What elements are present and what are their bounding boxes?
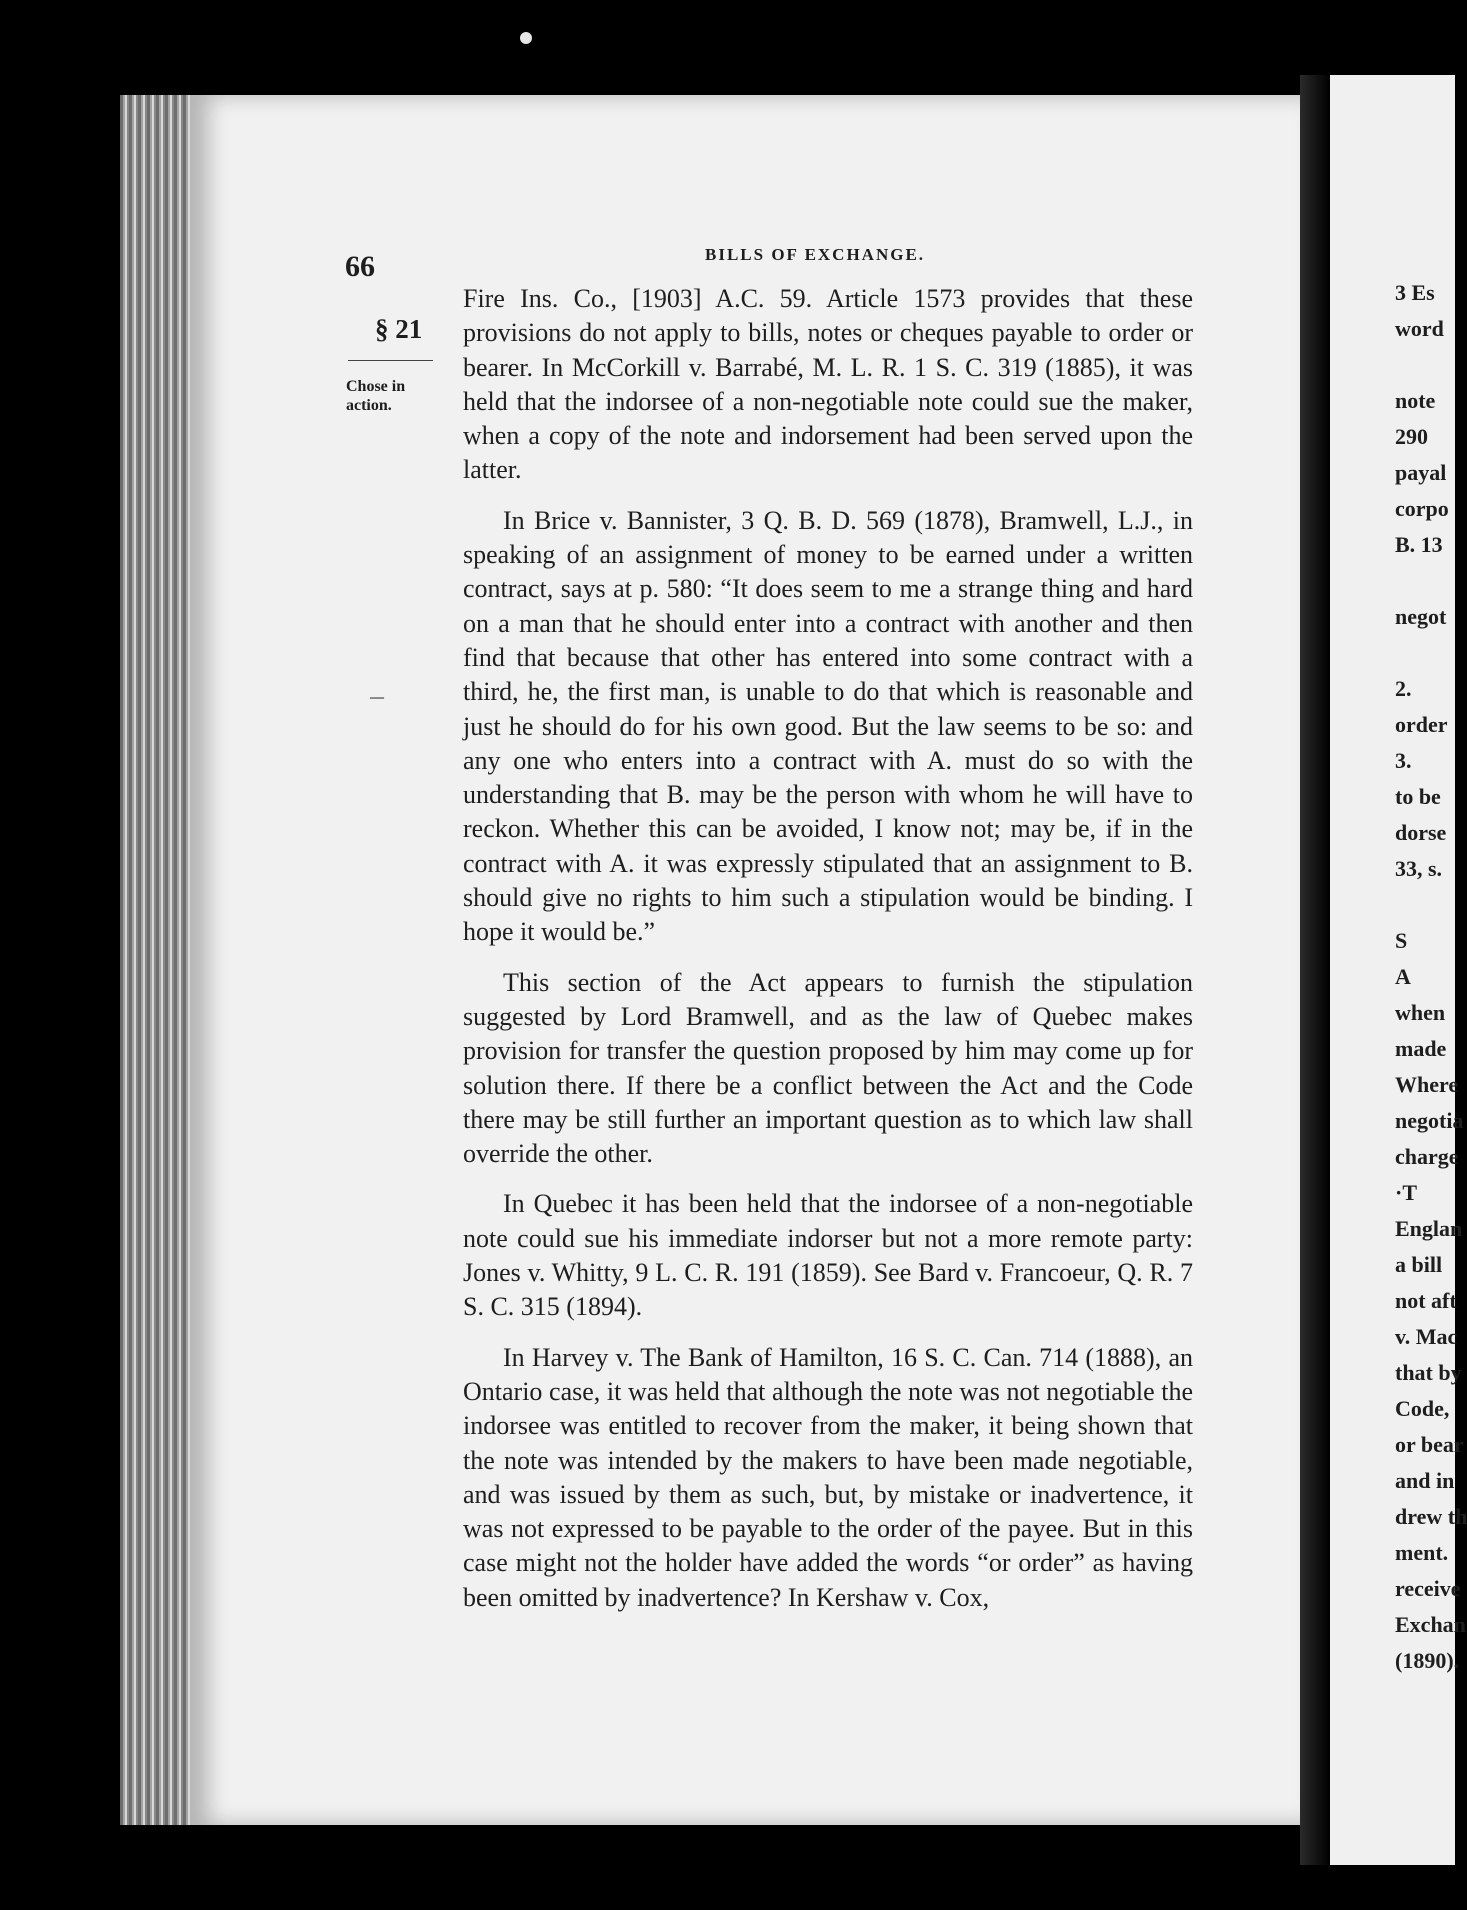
right-page-line: Englan — [1395, 1216, 1463, 1241]
right-page-line: dorse — [1395, 820, 1447, 845]
side-note: Chose in action. — [346, 378, 406, 414]
right-page-line: Where — [1395, 1072, 1459, 1097]
right-page-line — [1395, 635, 1455, 671]
right-page-line: 3 Es — [1395, 280, 1435, 305]
right-page-line: 290 — [1395, 424, 1428, 449]
section-mark: § 21 — [375, 314, 423, 344]
running-head: BILLS OF EXCHANGE. — [705, 245, 926, 264]
right-page-line: 33, s. — [1395, 856, 1443, 881]
right-page-line: order — [1395, 712, 1448, 737]
right-page-line: not aft — [1395, 1288, 1457, 1313]
right-page-line: Code, — [1395, 1396, 1450, 1421]
right-page-line: ment. — [1395, 1540, 1449, 1565]
right-page-line: (1890). — [1395, 1648, 1460, 1673]
right-page-line: charge — [1395, 1144, 1459, 1169]
right-page-line: v. Mac — [1395, 1324, 1458, 1349]
right-page-line: payal — [1395, 460, 1447, 485]
right-page-line: corpo — [1395, 496, 1449, 521]
right-page-line: a bill — [1395, 1252, 1443, 1277]
right-page-line: receive — [1395, 1576, 1461, 1601]
right-page-line: 2. — [1395, 676, 1412, 701]
right-page-line: B. 13 — [1395, 532, 1443, 557]
scan-speck — [520, 32, 532, 44]
right-page-line: made — [1395, 1036, 1447, 1061]
paragraph: Fire Ins. Co., [1903] A.C. 59. Article 1573 provides that these provisions do not apply to bills, notes or cheques payable to order or bearer. In McCorkill v. Barrabé, M. L. R. 1 S. C. 319 (1885), it was held that the indorsee of a non-negotiable note could sue the maker, when a copy of the note and indorsement had been served upon the latter. — [463, 284, 1193, 485]
paragraph: In Brice v. Bannister, 3 Q. B. D. 569 (1878), Bramwell, L.J., in speaking of an assignment of money to be earned under a written contract, says at p. 580: “It does seem to me a strange thing and hard on a man that he should enter into a contract with another and then find that because that other has entered into some contract with a third, he, the first man, is unable to do that which is reasonable and just he should do for his own good. But the law seems to be so: and any one who enters into a contract with A. must do so with the understanding that B. may be the person with whom he will have to reckon. Whether this can be avoided, I know not; may be, if in the contract with A. it was expressly stipulated that an assignment to B. should give no rights to him such a stipulation would be binding. I hope it would be.” — [463, 505, 1193, 947]
paragraph: In Harvey v. The Bank of Hamilton, 16 S. C. Can. 714 (1888), an Ontario case, it was held that although the note was not negotiable the indorsee was entitled to recover from the maker, it being shown that the note was intended by the makers to have been made negotiable, and was issued by them as such, but, by mistake or inadvertence, it was not expressed to be payable to the order of the payee. But in this case might not the holder have added the words “or order” as having been omitted by inadvertence? In Kershaw v. Cox, — [463, 1342, 1193, 1612]
right-page-line: and in — [1395, 1468, 1455, 1493]
right-page-line: Exchan — [1395, 1612, 1466, 1637]
right-page-line — [1395, 563, 1455, 599]
page-edges — [120, 95, 195, 1825]
right-page-line: 3. — [1395, 748, 1412, 773]
paragraph: This section of the Act appears to furnish the stipulation suggested by Lord Bramwell, and as the law of Quebec makes provision for transfer the question proposed by him may come up for solution there. If there be a conflict between the Act and the Code there may be still further an important question as to which law shall override the other. — [463, 967, 1193, 1169]
right-page-line: A — [1395, 964, 1411, 989]
right-page-line: S — [1395, 928, 1408, 953]
body-text — [463, 282, 1193, 1615]
right-page-line: negotia — [1395, 1108, 1464, 1133]
right-page-text — [1395, 275, 1467, 1679]
book-gutter — [1300, 75, 1330, 1865]
right-page-line — [1395, 347, 1455, 383]
right-page-line: or bear — [1395, 1432, 1464, 1457]
side-note-rule — [348, 360, 433, 361]
page-number: 66 — [345, 250, 375, 283]
paragraph: In Quebec it has been held that the indorsee of a non-negotiable note could sue his immediate indorser but not a more remote party: Jones v. Whitty, 9 L. C. R. 191 (1859). See Bard v. Francoeur, Q. R. 7 S. C. 315 (1894). — [463, 1189, 1193, 1322]
right-page-line: ·T — [1395, 1180, 1418, 1205]
right-page-line: to be — [1395, 784, 1441, 809]
right-page-line: word — [1395, 316, 1444, 341]
right-page-line: when — [1395, 1000, 1446, 1025]
right-page-line: note — [1395, 388, 1436, 413]
right-page-line — [1395, 887, 1455, 923]
right-page-line: negot — [1395, 604, 1447, 629]
right-page-line: drew th — [1395, 1504, 1467, 1529]
margin-mark: — — [370, 690, 384, 705]
right-page-line: that by — [1395, 1360, 1462, 1385]
